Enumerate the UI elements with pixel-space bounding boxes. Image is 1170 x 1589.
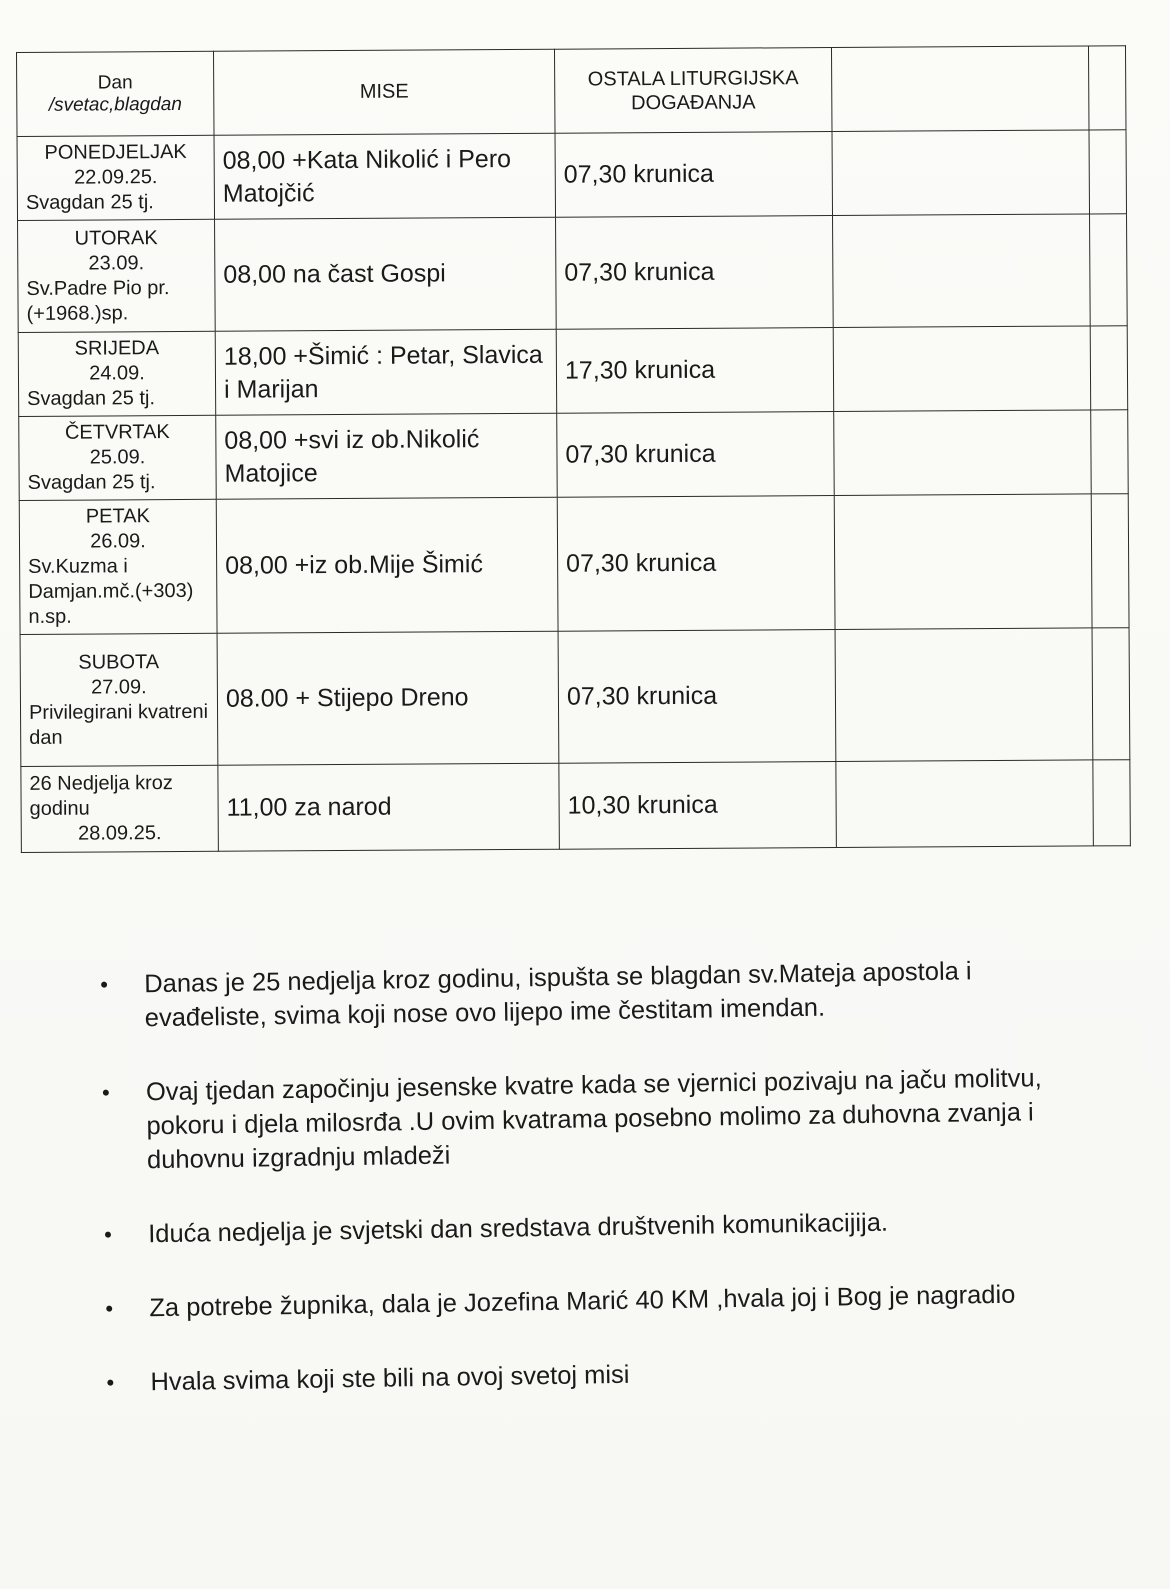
announcement-item: • Ovaj tjedan započinju jesenske kvatre kada se vjernici pozivaju na jaču molitvu, pokoru i djela milosrđa .U ovim kvatrama posebno molimo za duhovna zvanja i duhovnu izgradnju mladeži: [101, 1064, 1042, 1175]
table-row: [18, 326, 1127, 417]
day-cell: UTORAK 23.09. Sv.Padre Pio pr.(+1968.)sp.: [18, 219, 216, 332]
bullet-icon: •: [105, 1295, 114, 1321]
empty-cell: [1093, 760, 1131, 846]
empty-cell: [832, 130, 1090, 216]
header-day: Dan /svetac,blagdan: [17, 51, 215, 136]
mass-cell: 08,00 +iz ob.Mije Šimić: [216, 497, 558, 633]
other-cell: 07,30 krunica: [555, 132, 833, 218]
day-cell: PETAK 26.09. Sv.Kuzma i Damjan.mč.(+303) n.sp.: [19, 499, 217, 634]
other-cell: 07,30 krunica: [558, 630, 836, 764]
empty-cell: [833, 214, 1091, 328]
day-cell: PONEDJELJAK 22.09.25. Svagdan 25 tj.: [17, 135, 215, 220]
header-other-events: OSTALA LITURGIJSKA DOGAĐANJA: [554, 48, 832, 134]
day-cell: 26 Nedjelja kroz godinu 28.09.25.: [21, 765, 219, 852]
table-row: [21, 760, 1131, 853]
empty-cell: [834, 494, 1092, 630]
mass-cell: 11,00 za narod: [218, 763, 560, 851]
day-cell: ČETVRTAK 25.09. Svagdan 25 tj.: [19, 415, 217, 500]
empty-cell: [1089, 130, 1127, 214]
header-empty: [831, 46, 1089, 132]
mass-cell: 18,00 +Šimić : Petar, Slavica i Marijan: [215, 329, 557, 415]
empty-cell: [833, 326, 1091, 412]
bullet-icon: •: [103, 1221, 113, 1247]
bullet-icon: •: [101, 1079, 110, 1105]
table-row: [19, 494, 1129, 635]
announcement-item: • Iduća nedjelja je svjetski dan sredstava društvenih komunikacijija.: [104, 1203, 1064, 1252]
empty-cell: [1092, 628, 1130, 760]
empty-cell: [1090, 214, 1128, 326]
mass-cell: 08,00 +Kata Nikolić i Pero Matojčić: [214, 133, 556, 219]
other-cell: 07,30 krunica: [557, 496, 835, 632]
announcement-item: • Danas je 25 nedjelja kroz godinu, ispušta se blagdan sv.Mateja apostola i evađeliste, svima koji nose ovo lijepo ime čestitam imendan.: [100, 957, 972, 1033]
mass-cell: 08.00 + Stijepo Dreno: [217, 631, 559, 765]
empty-cell: [835, 628, 1093, 762]
table-row: [20, 628, 1130, 767]
empty-cell: [834, 410, 1092, 496]
table-row: [18, 214, 1128, 333]
empty-cell: [1090, 326, 1128, 410]
announcements-list: [100, 953, 1067, 1440]
empty-cell: [836, 760, 1094, 848]
header-empty-narrow: [1088, 46, 1126, 130]
announcement-item: • Hvala svima koji ste bili na ovoj svetoj misi: [106, 1351, 1066, 1400]
other-cell: 10,30 krunica: [559, 762, 837, 850]
empty-cell: [1091, 494, 1129, 628]
empty-cell: [1091, 410, 1129, 494]
mass-cell: 08,00 na čast Gospi: [215, 217, 557, 331]
bullet-icon: •: [106, 1369, 115, 1395]
bullet-icon: •: [100, 971, 109, 997]
other-cell: 07,30 krunica: [556, 216, 834, 330]
table-row: [17, 130, 1126, 221]
header-mass: MISE: [213, 49, 555, 135]
day-cell: SRIJEDA 24.09. Svagdan 25 tj.: [18, 331, 216, 416]
announcement-item: • Za potrebe župnika, dala je Jozefina Marić 40 KM ,hvala joj i Bog je nagradio: [105, 1277, 1065, 1326]
table-row: [19, 410, 1128, 501]
other-cell: 07,30 krunica: [557, 412, 835, 498]
mass-schedule-table: [16, 45, 1131, 853]
day-cell: SUBOTA 27.09. Privilegirani kvatreni dan: [20, 633, 218, 766]
other-cell: 17,30 krunica: [556, 328, 834, 414]
table-header-row: [17, 46, 1126, 137]
mass-cell: 08,00 +svi iz ob.Nikolić Matojice: [216, 413, 558, 499]
